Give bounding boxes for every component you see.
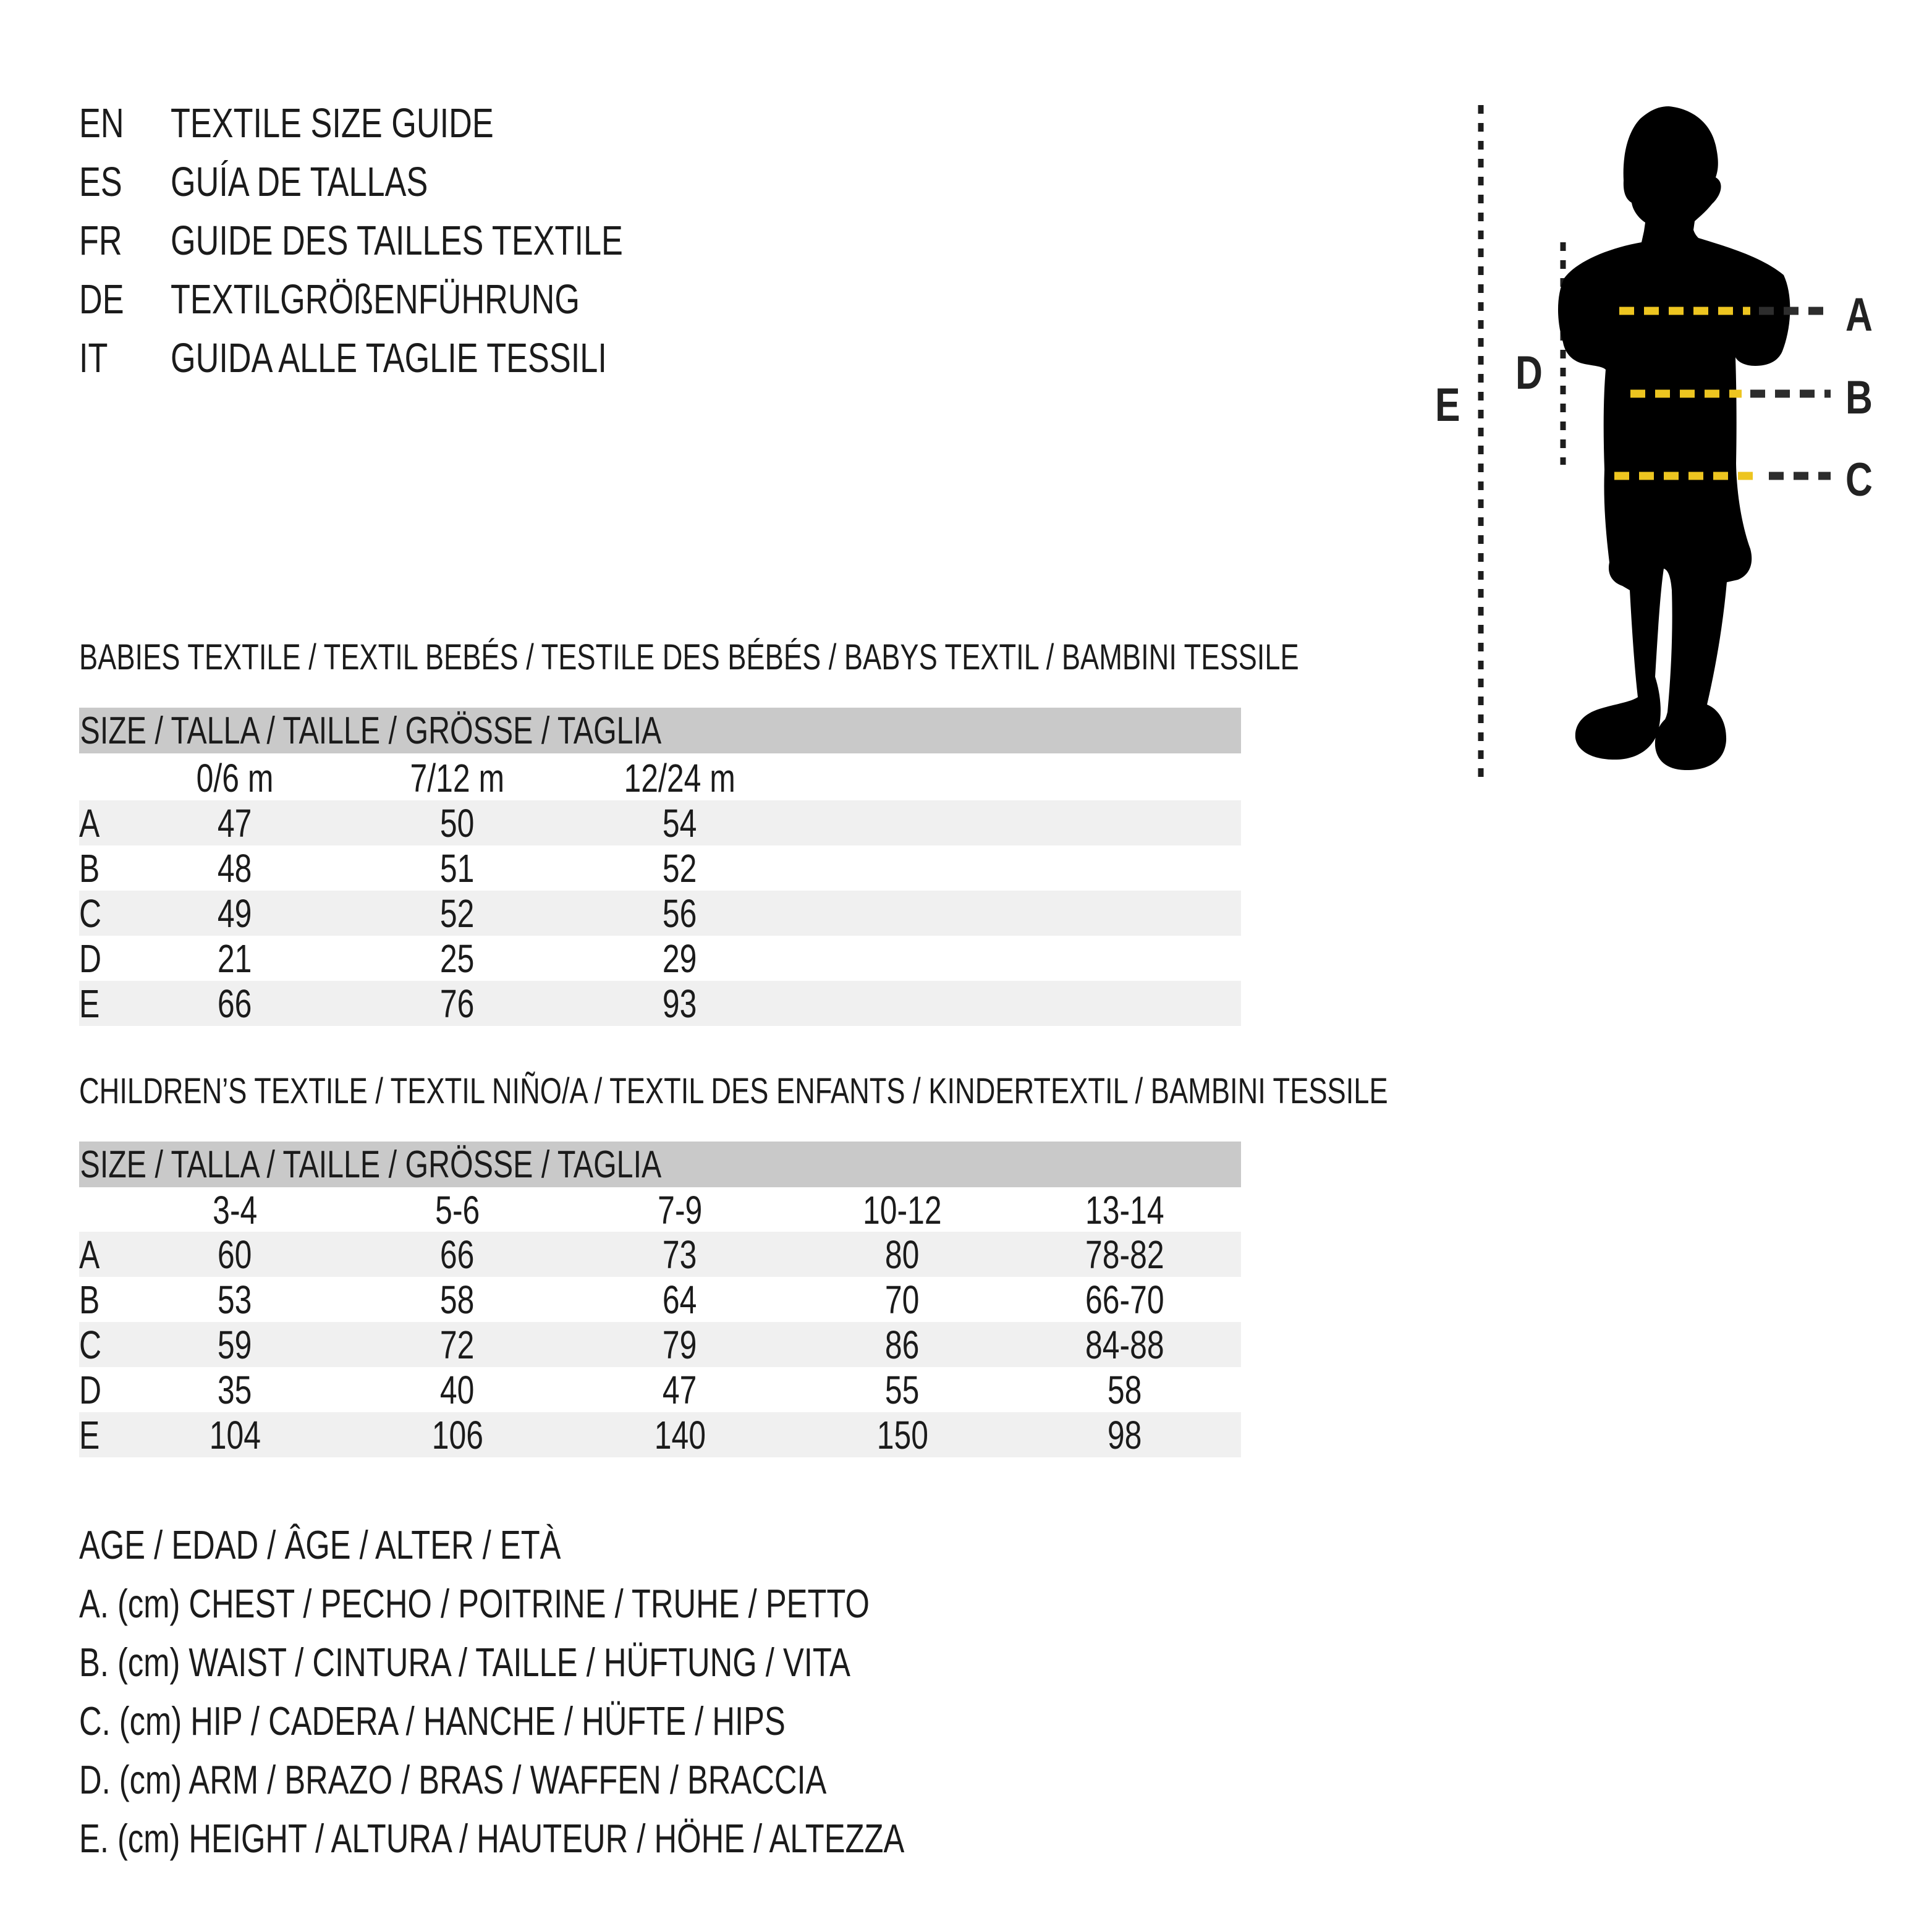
row-label: C (79, 891, 102, 936)
cell-value: 106 (431, 1412, 483, 1457)
figure-label-b: B (1845, 371, 1873, 424)
cell-value: 73 (663, 1232, 697, 1277)
lang-code-en: EN (79, 100, 124, 146)
cell-value: 48 (218, 845, 252, 891)
cell-value: 56 (663, 891, 697, 936)
cell-value: 150 (876, 1412, 928, 1457)
children-col-10-12: 10-12 (863, 1187, 942, 1232)
table-row (79, 800, 1241, 845)
cell-value: 76 (440, 981, 475, 1026)
cell-value: 66-70 (1085, 1277, 1164, 1322)
row-label: B (79, 845, 100, 891)
legend-chest: A. (cm) CHEST / PECHO / POITRINE / TRUHE / PETTO (79, 1581, 870, 1626)
cell-value: 86 (885, 1322, 920, 1367)
lang-code-es: ES (79, 159, 122, 205)
row-label: A (79, 1232, 100, 1277)
table-row (79, 1232, 1241, 1277)
cell-value: 29 (663, 936, 697, 981)
table-row (79, 845, 1241, 891)
babies-section-title: BABIES TEXTILE / TEXTIL BEBÉS / TESTILE DES BÉBÉS / BABYS TEXTIL / BAMBINI TESSILE (79, 637, 1299, 677)
language-row-it (79, 329, 750, 388)
legend-height: E. (cm) HEIGHT / ALTURA / HAUTEUR / HÖHE / ALTEZZA (79, 1816, 905, 1861)
cell-value: 40 (440, 1367, 475, 1412)
measurement-figure (1421, 87, 1932, 810)
language-row-en (79, 94, 750, 153)
children-col-13-14: 13-14 (1085, 1187, 1164, 1232)
cell-value: 35 (218, 1367, 252, 1412)
cell-value: 59 (218, 1322, 252, 1367)
figure-label-e: E (1435, 379, 1460, 431)
cell-value: 140 (654, 1412, 706, 1457)
babies-size-header: SIZE / TALLA / TAILLE / GRÖSSE / TAGLIA (80, 709, 662, 752)
lang-code-de: DE (79, 276, 124, 323)
table-row (79, 1367, 1241, 1412)
cell-value: 84-88 (1085, 1322, 1164, 1367)
cell-value: 52 (440, 891, 475, 936)
language-row-es (79, 153, 750, 211)
row-label: D (79, 936, 102, 981)
cell-value: 60 (218, 1232, 252, 1277)
row-label: C (79, 1322, 102, 1367)
row-label: D (79, 1367, 102, 1412)
cell-value: 80 (885, 1232, 920, 1277)
cell-value: 58 (1108, 1367, 1142, 1412)
children-column-header-row (79, 1187, 1241, 1232)
row-label: E (79, 981, 100, 1026)
cell-value: 52 (663, 845, 697, 891)
children-size-header-band (79, 1142, 1241, 1187)
lang-title-it: GUIDA ALLE TAGLIE TESSILI (171, 335, 607, 381)
cell-value: 50 (440, 800, 475, 845)
row-label: E (79, 1412, 100, 1457)
lang-title-es: GUÍA DE TALLAS (171, 159, 428, 205)
babies-col-7-12m: 7/12 m (410, 755, 505, 800)
legend-age: AGE / EDAD / ÂGE / ALTER / ETÀ (79, 1522, 561, 1567)
table-row (79, 936, 1241, 981)
children-col-7-9: 7-9 (657, 1187, 703, 1232)
babies-col-0-6m: 0/6 m (196, 755, 274, 800)
cell-value: 104 (209, 1412, 261, 1457)
lang-title-de: TEXTILGRÖßENFÜHRUNG (171, 276, 580, 323)
figure-label-c: C (1845, 454, 1873, 506)
cell-value: 58 (440, 1277, 475, 1322)
lang-code-fr: FR (79, 218, 122, 264)
cell-value: 51 (440, 845, 475, 891)
cell-value: 54 (663, 800, 697, 845)
children-section-title: CHILDREN’S TEXTILE / TEXTIL NIÑO/A / TEXTIL DES ENFANTS / KINDERTEXTIL / BAMBINI TESSILE (79, 1071, 1388, 1111)
figure-label-d: D (1515, 347, 1543, 399)
row-label: A (79, 800, 100, 845)
table-row (79, 1277, 1241, 1322)
cell-value: 49 (218, 891, 252, 936)
legend-hip: C. (cm) HIP / CADERA / HANCHE / HÜFTE / HIPS (79, 1698, 786, 1743)
cell-value: 72 (440, 1322, 475, 1367)
cell-value: 64 (663, 1277, 697, 1322)
cell-value: 79 (663, 1322, 697, 1367)
row-label: B (79, 1277, 100, 1322)
figure-label-a: A (1845, 289, 1873, 341)
cell-value: 66 (440, 1232, 475, 1277)
cell-value: 21 (218, 936, 252, 981)
cell-value: 47 (218, 800, 252, 845)
babies-column-header-row (79, 755, 1241, 800)
lang-code-it: IT (79, 335, 108, 381)
cell-value: 25 (440, 936, 475, 981)
table-row (79, 1412, 1241, 1457)
table-row (79, 891, 1241, 936)
children-col-5-6: 5-6 (434, 1187, 480, 1232)
babies-size-header-band (79, 708, 1241, 753)
legend-waist: B. (cm) WAIST / CINTURA / TAILLE / HÜFTUNG / VITA (79, 1640, 850, 1685)
language-row-fr (79, 211, 750, 270)
children-col-3-4: 3-4 (212, 1187, 258, 1232)
cell-value: 53 (218, 1277, 252, 1322)
measurement-figure-svg (1421, 87, 1932, 810)
children-size-header: SIZE / TALLA / TAILLE / GRÖSSE / TAGLIA (80, 1143, 662, 1186)
cell-value: 78-82 (1085, 1232, 1164, 1277)
lang-title-fr: GUIDE DES TAILLES TEXTILE (171, 218, 623, 264)
cell-value: 55 (885, 1367, 920, 1412)
cell-value: 66 (218, 981, 252, 1026)
table-row (79, 1322, 1241, 1367)
table-row (79, 981, 1241, 1026)
babies-col-12-24m: 12/24 m (624, 755, 736, 800)
legend-arm: D. (cm) ARM / BRAZO / BRAS / WAFFEN / BRACCIA (79, 1757, 827, 1802)
cell-value: 98 (1108, 1412, 1142, 1457)
lang-title-en: TEXTILE SIZE GUIDE (171, 100, 494, 146)
language-title-list (79, 94, 750, 388)
measurement-legend (79, 1515, 1137, 1868)
language-row-de (79, 270, 750, 329)
cell-value: 70 (885, 1277, 920, 1322)
cell-value: 47 (663, 1367, 697, 1412)
cell-value: 93 (663, 981, 697, 1026)
